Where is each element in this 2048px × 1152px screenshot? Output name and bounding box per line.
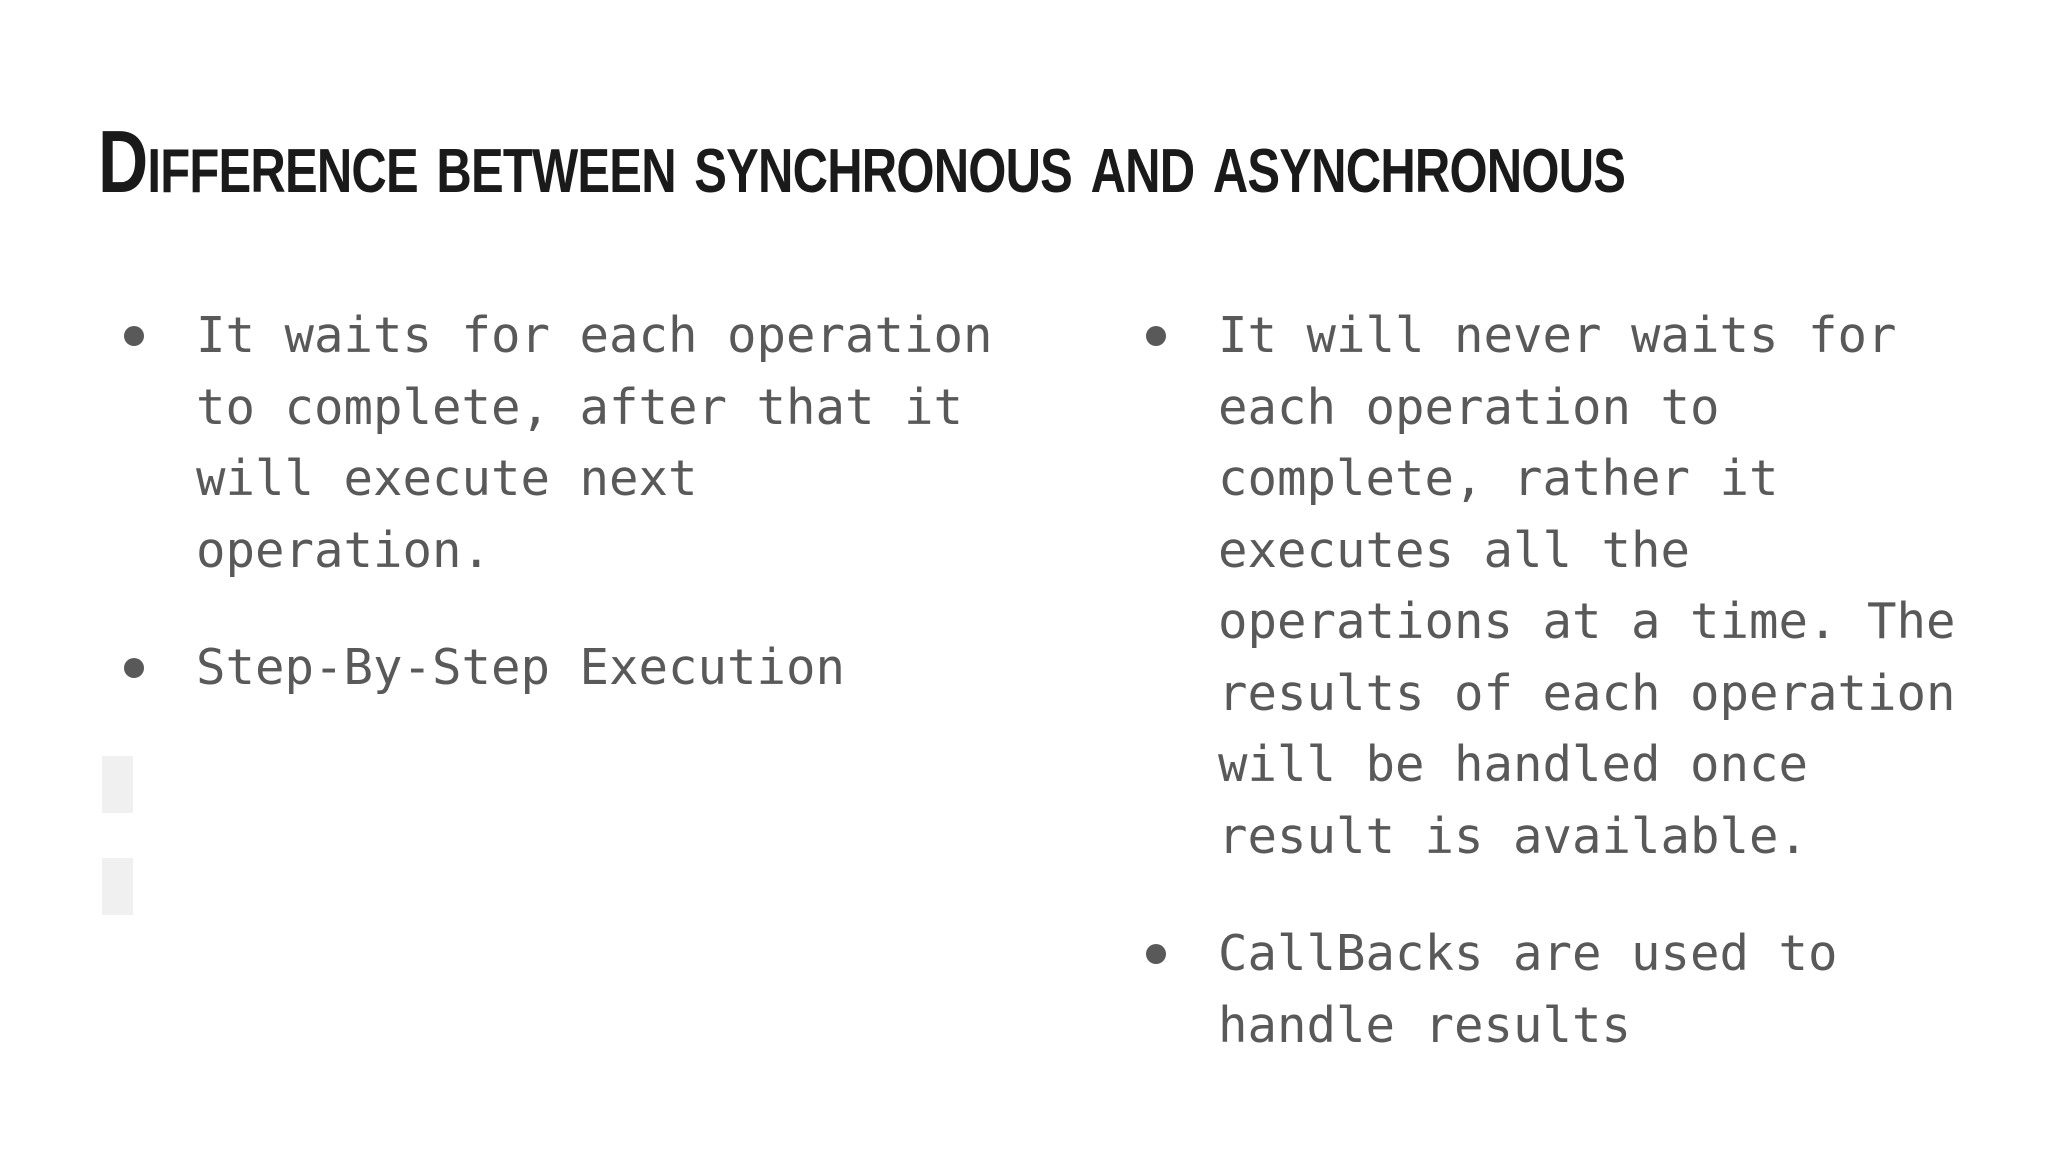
bullet-dot-icon — [1146, 944, 1166, 964]
right-bullet-list — [1140, 300, 1980, 1107]
bullet-dot-icon — [124, 326, 144, 346]
right-bullet-item — [1140, 300, 1980, 872]
bullet-text: It waits for each operation to complete, after that it will execute next operation. — [196, 307, 993, 579]
slide-title: Difference between synchronous and asynchronous — [98, 112, 1626, 211]
left-bullet-list — [118, 300, 1018, 750]
bullet-text: It will never waits for each operation to complete, rather it executes all the operations at a time. The results of each operation will be handled once result is available. — [1218, 307, 1956, 865]
left-bullet-item — [118, 300, 1018, 586]
bullet-dot-icon — [1146, 326, 1166, 346]
empty-bullet-placeholder — [102, 858, 133, 915]
bullet-dot-icon — [124, 658, 144, 678]
right-bullet-item — [1140, 918, 1980, 1061]
left-bullet-item — [118, 632, 1018, 704]
bullet-text: Step-By-Step Execution — [196, 639, 846, 696]
empty-bullet-placeholder — [102, 756, 133, 813]
bullet-text: CallBacks are used to handle results — [1218, 925, 1838, 1054]
